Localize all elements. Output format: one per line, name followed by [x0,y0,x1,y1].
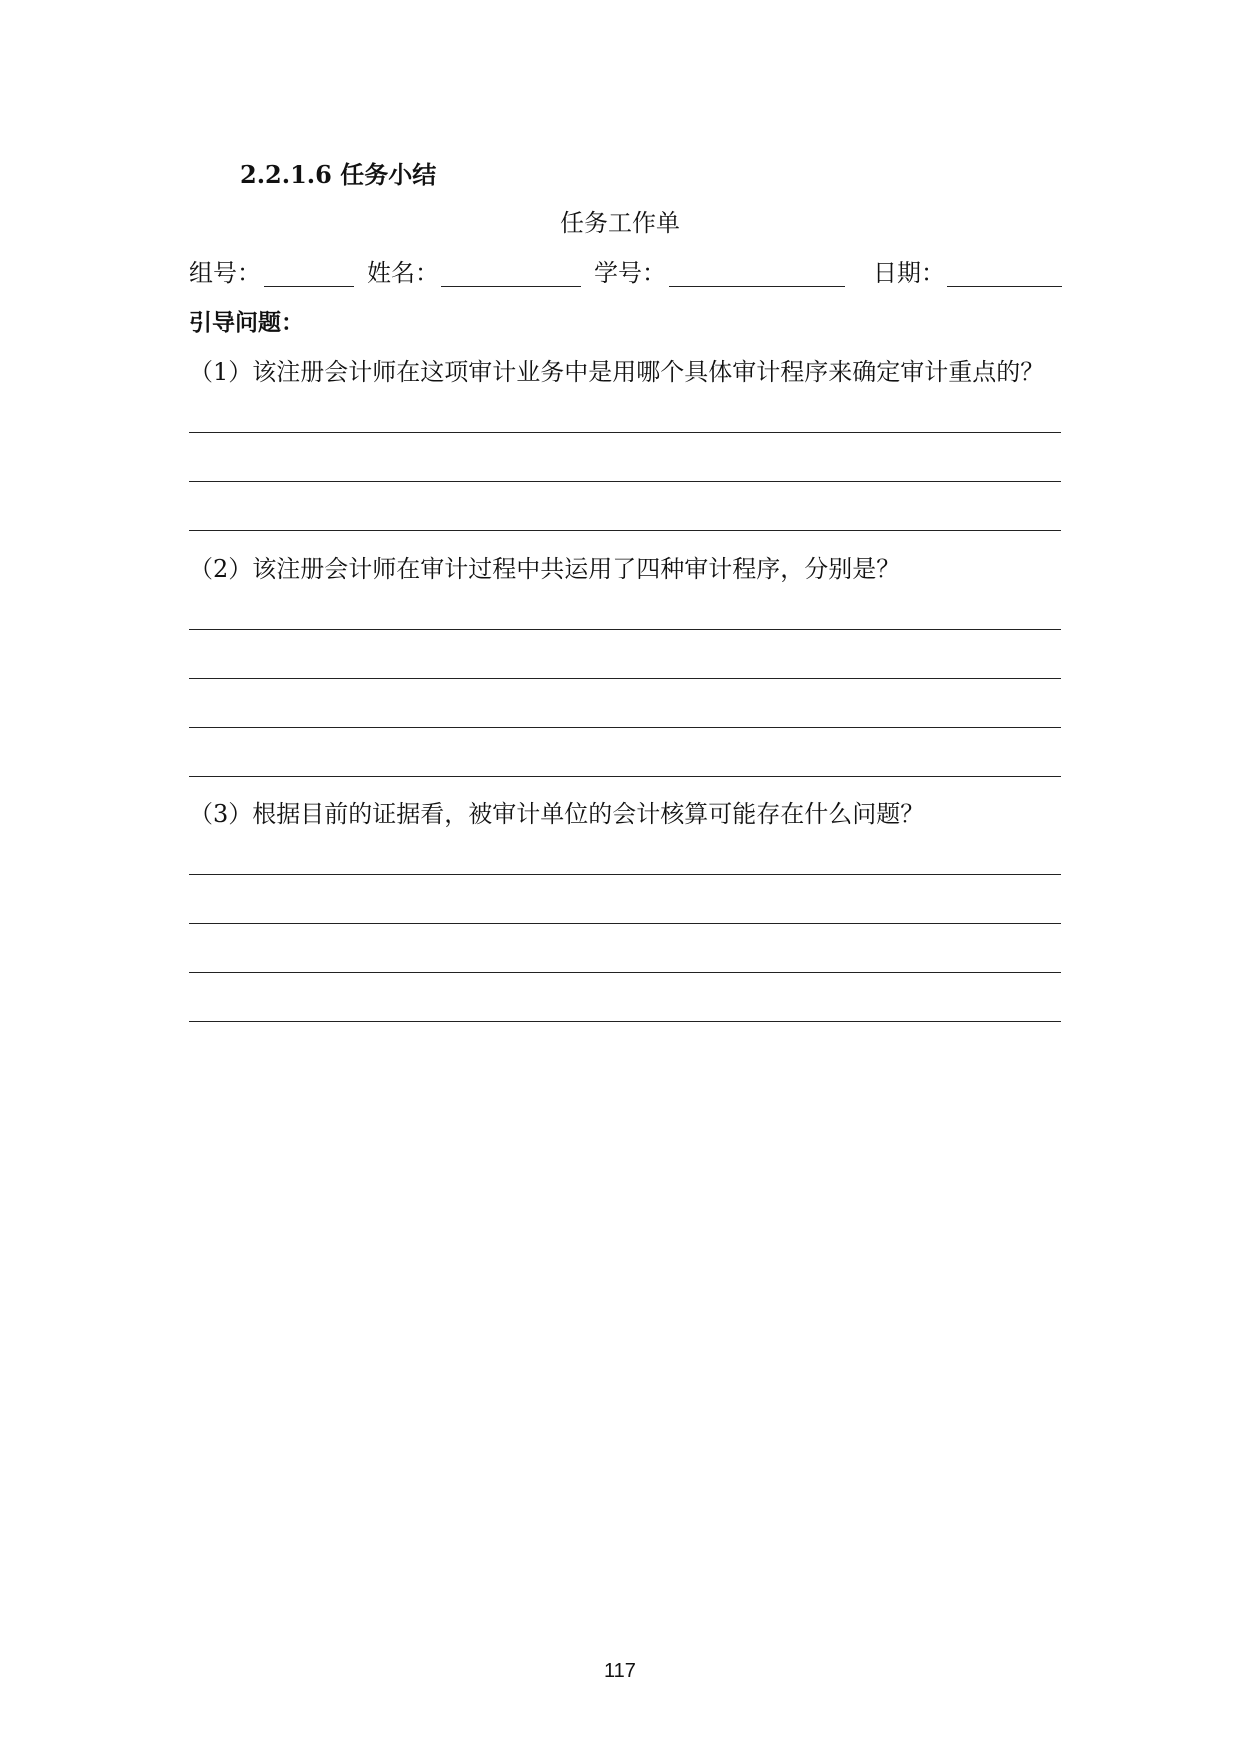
worksheet-title: 任务工作单 [560,209,680,237]
question-1: （1）该注册会计师在这项审计业务中是用哪个具体审计程序来确定审计重点的？ [189,358,1045,386]
group-label: 组号： [189,259,261,287]
answer-line[interactable] [189,530,1061,531]
date-label: 日期： [873,259,945,287]
group-blank-line[interactable] [264,286,354,287]
student-id-blank-line[interactable] [669,286,845,287]
answer-line[interactable] [189,678,1061,679]
answer-line[interactable] [189,432,1061,433]
answer-line[interactable] [189,727,1061,728]
answer-line[interactable] [189,481,1061,482]
date-blank-line[interactable] [947,286,1062,287]
answer-line[interactable] [189,776,1061,777]
question-3: （3）根据目前的证据看，被审计单位的会计核算可能存在什么问题？ [189,800,925,828]
answer-line[interactable] [189,923,1061,924]
question-2: （2）该注册会计师在审计过程中共运用了四种审计程序，分别是？ [189,555,901,583]
answer-line[interactable] [189,629,1061,630]
name-blank-line[interactable] [441,286,581,287]
section-heading: 2.2.1.6 任务小结 [240,160,437,189]
student-id-label: 学号： [594,259,666,287]
name-label: 姓名： [367,259,439,287]
guide-heading: 引导问题： [189,310,304,336]
page-number: 117 [604,1660,636,1682]
answer-line[interactable] [189,1021,1061,1022]
info-row [189,256,1061,292]
answer-line[interactable] [189,874,1061,875]
answer-line[interactable] [189,972,1061,973]
